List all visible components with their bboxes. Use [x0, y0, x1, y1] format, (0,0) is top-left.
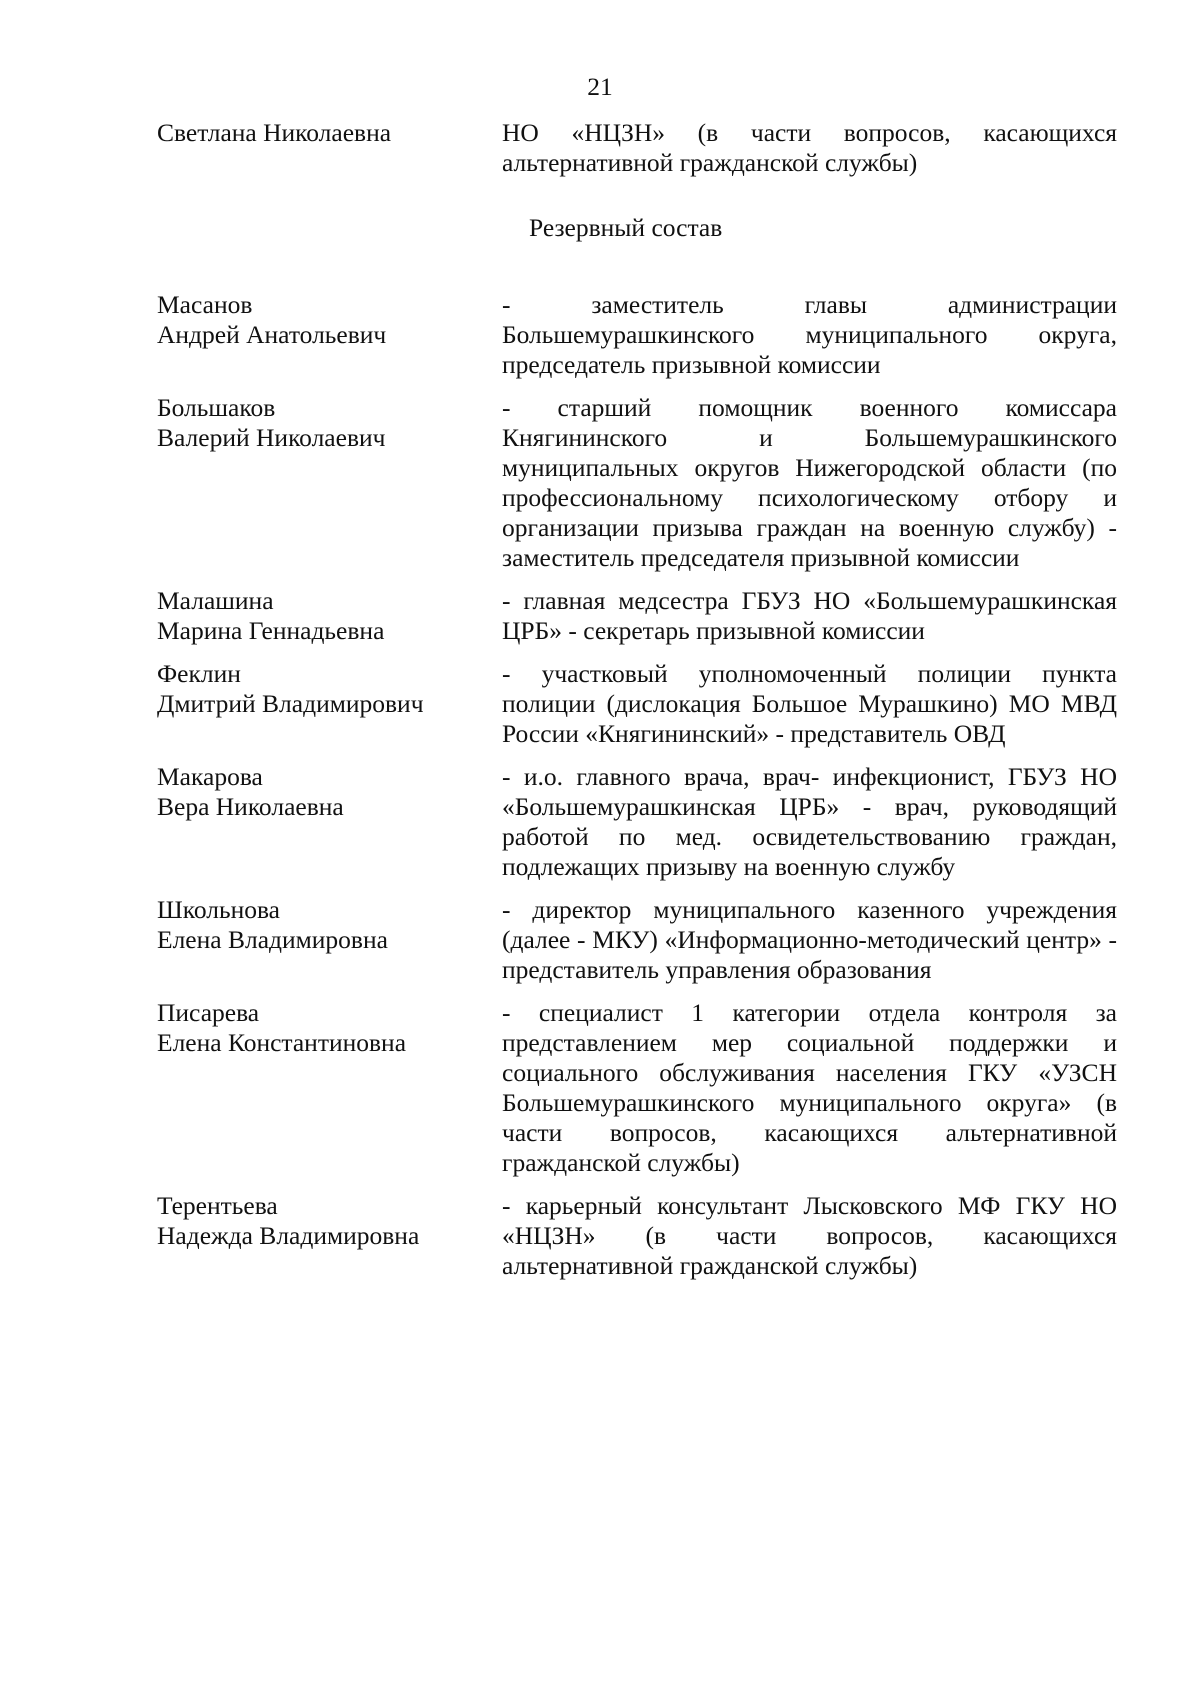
document-body	[157, 118, 1117, 1294]
member-entry	[157, 659, 1117, 749]
member-given-name: Елена Владимировна	[157, 925, 388, 954]
member-given-name: Марина Геннадьевна	[157, 616, 385, 645]
member-name	[157, 659, 502, 749]
member-given-name: Елена Константиновна	[157, 1028, 407, 1057]
member-given-name: Светлана Николаевна	[157, 118, 392, 147]
member-name	[157, 118, 502, 178]
member-surname: Макарова	[157, 762, 263, 791]
member-name	[157, 586, 502, 646]
member-name	[157, 290, 502, 380]
member-surname: Масанов	[157, 290, 253, 319]
member-entry	[157, 1191, 1117, 1281]
member-description: - заместитель главы администрации Большемурашкинского муниципального округа, председатель призывной комиссии	[502, 290, 1117, 379]
member-entry	[157, 393, 1117, 573]
member-given-name: Надежда Владимировна	[157, 1221, 420, 1250]
member-description: - директор муниципального казенного учреждения (далее - МКУ) «Информационно-методический центр» - представитель управления образования	[502, 895, 1117, 984]
member-surname: Малашина	[157, 586, 274, 615]
member-name	[157, 895, 502, 985]
page-number: 21	[587, 72, 613, 101]
member-entry	[157, 586, 1117, 646]
member-surname: Писарева	[157, 998, 260, 1027]
carryover-entry	[157, 118, 1117, 178]
member-description: - карьерный консультант Лысковского МФ ГКУ НО «НЦЗН» (в части вопросов, касающихся альтернативной гражданской службы)	[502, 1191, 1117, 1280]
member-entry	[157, 290, 1117, 380]
member-given-name: Вера Николаевна	[157, 792, 344, 821]
member-description: - главная медсестра ГБУЗ НО «Большемурашкинская ЦРБ» - секретарь призывной комиссии	[502, 586, 1117, 645]
member-name	[157, 998, 502, 1178]
member-entry	[157, 998, 1117, 1178]
member-description: - участковый уполномоченный полиции пункта полиции (дислокация Большое Мурашкино) МО МВД России «Княгининский» - представитель ОВД	[502, 659, 1117, 748]
member-surname: Феклин	[157, 659, 241, 688]
member-surname: Большаков	[157, 393, 276, 422]
member-name	[157, 393, 502, 573]
member-surname: Школьнова	[157, 895, 281, 924]
member-name	[157, 1191, 502, 1281]
member-entry	[157, 762, 1117, 882]
member-description: НО «НЦЗН» (в части вопросов, касающихся альтернативной гражданской службы)	[502, 118, 1117, 177]
member-given-name: Дмитрий Владимирович	[157, 689, 424, 718]
member-given-name: Валерий Николаевич	[157, 423, 386, 452]
member-name	[157, 762, 502, 882]
member-description: - старший помощник военного комиссара Княгининского и Большемурашкинского муниципальных округов Нижегородской области (по профессиональному психологическому отбору и организации призыва граждан на военную службу) - заместитель председателя призывной комиссии	[502, 393, 1117, 572]
member-description: - специалист 1 категории отдела контроля за представлением мер социальной поддержки и социального обслуживания населения ГКУ «УЗСН Большемурашкинского муниципального округа» (в части вопросов, касающихся альтернативной гражданской службы)	[502, 998, 1117, 1177]
member-description: - и.о. главного врача, врач- инфекционист, ГБУЗ НО «Большемурашкинская ЦРБ» - врач, руководящий работой по мед. освидетельствованию граждан, подлежащих призыву на военную службу	[502, 762, 1117, 881]
member-entry	[157, 895, 1117, 985]
member-surname: Терентьева	[157, 1191, 278, 1220]
member-given-name: Андрей Анатольевич	[157, 320, 387, 349]
section-title: Резервный состав	[529, 213, 723, 242]
